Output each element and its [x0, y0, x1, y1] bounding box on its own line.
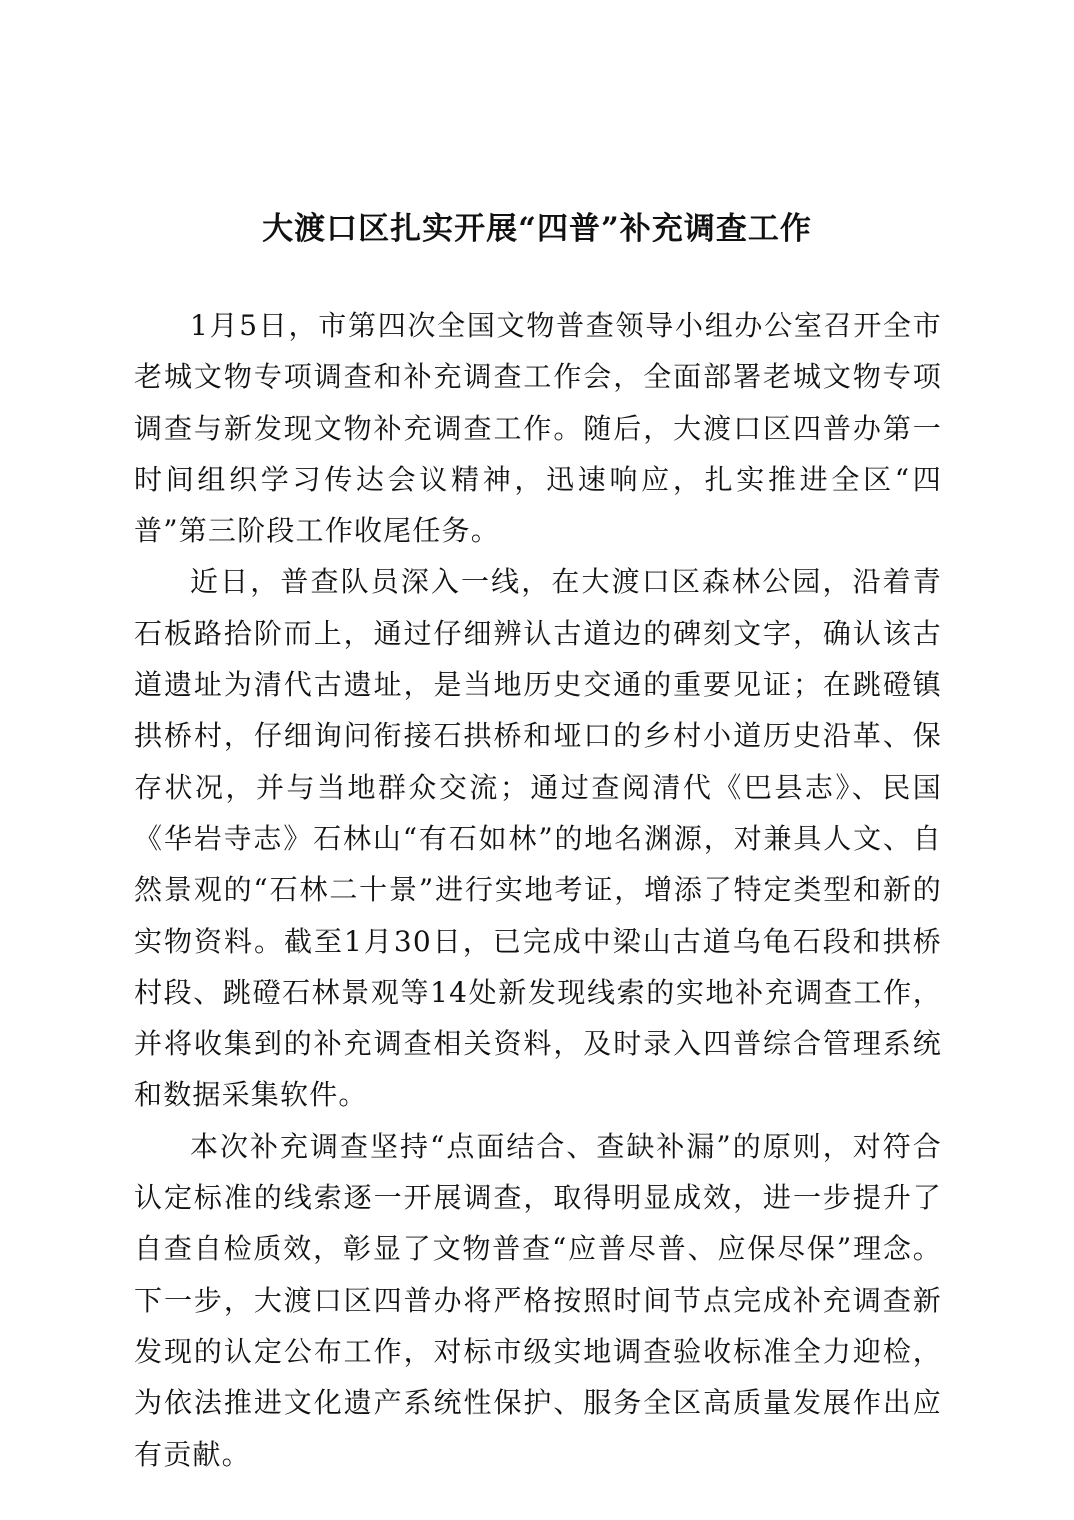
paragraph-1: 1月5日，市第四次全国文物普查领导小组办公室召开全市老城文物专项调查和补充调查工作会，全面部署老城文物专项调查与新发现文物补充调查工作。随后，大渡口区四普办第一时间组织学习传达会议精神，迅速响应，扎实推进全区“四普”第三阶段工作收尾任务。	[134, 309, 942, 548]
paragraph-3: 本次补充调查坚持“点面结合、查缺补漏”的原则，对符合认定标准的线索逐一开展调查，取得明显成效，进一步提升了自查自检质效，彰显了文物普查“应普尽普、应保尽保”理念。下一步，大渡口区四普办将严格按照时间节点完成补充调查新发现的认定公布工作，对标市级实地调查验收标准全力迎检，为依法推进文化遗产系统性保护、服务全区高质量发展作出应有贡献。	[134, 1129, 942, 1471]
document-body	[134, 300, 942, 1480]
document-title: 大渡口区扎实开展“四普”补充调查工作	[262, 210, 812, 247]
paragraph-2: 近日，普查队员深入一线，在大渡口区森林公园，沿着青石板路拾阶而上，通过仔细辨认古道边的碑刻文字，确认该古道遗址为清代古遗址，是当地历史交通的重要见证；在跳磴镇拱桥村，仔细询问衔接石拱桥和垭口的乡村小道历史沿革、保存状况，并与当地群众交流；通过查阅清代《巴县志》、民国《华岩寺志》石林山“有石如林”的地名渊源，对兼具人文、自然景观的“石林二十景”进行实地考证，增添了特定类型和新的实物资料。截至1月30日，已完成中梁山古道乌龟石段和拱桥村段、跳磴石林景观等14处新发现线索的实地补充调查工作，并将收集到的补充调查相关资料，及时录入四普综合管理系统和数据采集软件。	[134, 565, 942, 1112]
